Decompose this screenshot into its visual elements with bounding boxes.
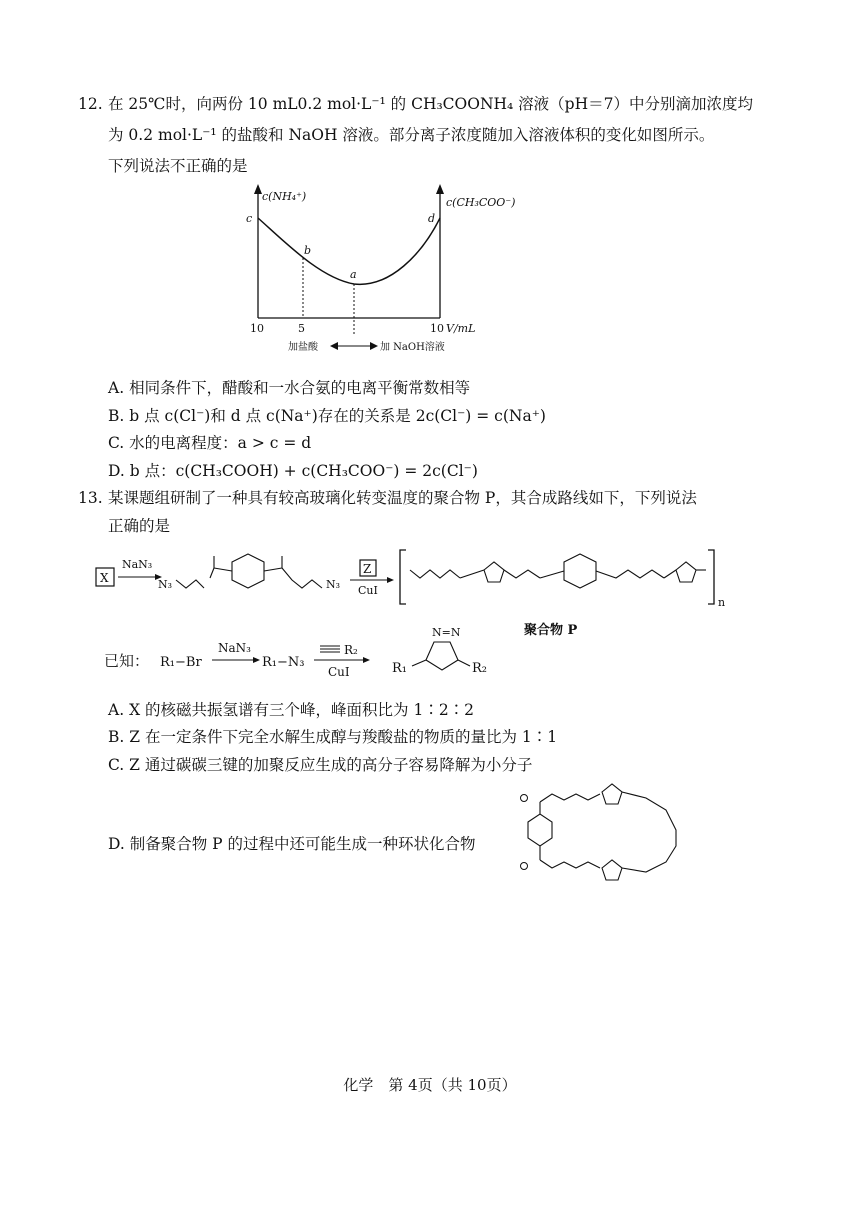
n3-right: N₃ bbox=[326, 578, 341, 591]
caption-arrow-left bbox=[330, 342, 338, 350]
arrow2-head bbox=[387, 577, 394, 583]
tick-mid: 5 bbox=[298, 322, 305, 335]
polymer-bracket-right bbox=[708, 550, 714, 604]
cyclic-triazole-top bbox=[602, 784, 622, 804]
ester-bond-l bbox=[210, 568, 214, 578]
page-footer: 化学 第 4页（共 10页） bbox=[343, 1076, 517, 1094]
naoh-caption: 加 NaOH溶液 bbox=[380, 342, 445, 353]
subscript-n: n bbox=[718, 596, 726, 609]
q13-option-a: A. X 的核磁共振氢谱有三个峰，峰面积比为 1∶2∶2 bbox=[108, 701, 475, 719]
right-axis-label: c(CH₃COO⁻) bbox=[446, 196, 516, 209]
polymer-bracket-left bbox=[400, 550, 406, 604]
left-axis-label: c(NH₄⁺) bbox=[262, 190, 307, 203]
known-arrow2-head bbox=[363, 657, 370, 663]
point-a-label: a bbox=[350, 268, 357, 281]
left-axis-arrow bbox=[254, 184, 262, 194]
q13-stem-line2: 正确的是 bbox=[108, 517, 171, 535]
monomer-chain-right bbox=[282, 568, 322, 588]
cyclic-benzene bbox=[528, 814, 552, 846]
q13-option-d: D. 制备聚合物 P 的过程中还可能生成一种环状化合物 bbox=[108, 835, 476, 853]
q12-stem-line3: 下列说法不正确的是 bbox=[108, 157, 248, 175]
caption-arrow-right bbox=[370, 342, 378, 350]
link-ring-l bbox=[214, 568, 232, 571]
q12-option-d: D. b 点：c(CH₃COOH) + c(CH₃COO⁻) = 2c(Cl⁻) bbox=[108, 462, 478, 480]
polymer-p-label: 聚合物 P bbox=[524, 623, 578, 638]
polymer-link-1 bbox=[460, 570, 484, 578]
q12-option-c: C. 水的电离程度：a > c = d bbox=[108, 434, 312, 452]
product-r2: R₂ bbox=[472, 661, 487, 676]
q13-cyclic-compound bbox=[516, 776, 696, 902]
known-cui: CuI bbox=[328, 665, 350, 679]
cyclic-right-chain bbox=[622, 792, 676, 872]
product-n-bond bbox=[412, 660, 426, 666]
point-d-label: d bbox=[428, 212, 436, 225]
q12-stem-line2: 为 0.2 mol·L⁻¹ 的盐酸和 NaOH 溶液。部分离子浓度随加入溶液体积的变化如图所示。 bbox=[108, 126, 715, 144]
q13-number: 13. bbox=[78, 489, 103, 507]
r1br: R₁−Br bbox=[160, 655, 202, 670]
tick-right: 10 bbox=[430, 322, 444, 335]
r1n3: R₁−N₃ bbox=[262, 655, 305, 670]
tick-left: 10 bbox=[250, 322, 264, 335]
cyclic-top-chain bbox=[540, 794, 600, 802]
cyclic-triazole-bottom bbox=[602, 860, 622, 880]
q12-stem-line1: 在 25℃时，向两份 10 mL0.2 mol·L⁻¹ 的 CH₃COONH₄ 溶液（pH＝7）中分别滴加浓度均 bbox=[108, 95, 753, 113]
q13-option-b: B. Z 在一定条件下完全水解生成醇与羧酸盐的物质的量比为 1∶1 bbox=[108, 728, 558, 746]
q12-option-a: A. 相同条件下，醋酸和一水合氨的电离平衡常数相等 bbox=[108, 379, 471, 397]
concentration-curve bbox=[258, 218, 440, 284]
product-c-bond bbox=[458, 660, 470, 666]
q13-stem-line1: 某课题组研制了一种具有较高玻璃化转变温度的聚合物 P，其合成路线如下，下列说法 bbox=[108, 489, 697, 507]
point-c-label: c bbox=[246, 212, 253, 225]
product-nn-label: N=N bbox=[432, 626, 461, 639]
triazole-ring-1 bbox=[484, 562, 504, 582]
carbonyl-o-top bbox=[521, 795, 528, 802]
polymer-benzene bbox=[564, 554, 596, 588]
carbonyl-o-bottom bbox=[521, 863, 528, 870]
monomer-chain-left bbox=[176, 580, 204, 588]
reagent-cui: CuI bbox=[358, 584, 378, 597]
polymer-chain-3 bbox=[596, 570, 664, 578]
polymer-link-2 bbox=[540, 571, 564, 578]
cyclic-bottom-chain bbox=[540, 860, 600, 868]
link-ring-r bbox=[264, 568, 282, 571]
polymer-chain-2 bbox=[504, 570, 540, 578]
known-label: 已知： bbox=[104, 652, 150, 670]
z-label: Z bbox=[363, 562, 372, 576]
x-unit-label: V/mL bbox=[446, 322, 476, 335]
point-b-label: b bbox=[304, 244, 312, 257]
triazole-ring-2 bbox=[676, 562, 696, 582]
n3-left: N₃ bbox=[158, 578, 173, 591]
reagent-nan3: NaN₃ bbox=[122, 558, 153, 571]
hcl-caption: 加盐酸 bbox=[288, 342, 318, 353]
product-r1: R₁ bbox=[392, 661, 407, 676]
benzene-ring bbox=[232, 554, 264, 588]
polymer-chain-1 bbox=[410, 570, 460, 578]
q12-number: 12. bbox=[78, 95, 103, 113]
polymer-link-3 bbox=[664, 570, 676, 578]
q12-option-b: B. b 点 c(Cl⁻)和 d 点 c(Na⁺)存在的关系是 2c(Cl⁻) = c(Na⁺) bbox=[108, 407, 546, 425]
q12-concentration-figure bbox=[230, 182, 516, 353]
x-label: X bbox=[100, 571, 109, 585]
alkyne-r2: R₂ bbox=[344, 643, 358, 657]
q13-option-c: C. Z 通过碳碳三键的加聚反应生成的高分子容易降解为小分子 bbox=[108, 756, 533, 774]
known-arrow1-head bbox=[253, 657, 260, 663]
q13-known-reaction bbox=[104, 616, 564, 696]
right-axis-arrow bbox=[436, 184, 444, 194]
known-nan3: NaN₃ bbox=[218, 641, 251, 655]
product-triazole bbox=[426, 642, 458, 670]
